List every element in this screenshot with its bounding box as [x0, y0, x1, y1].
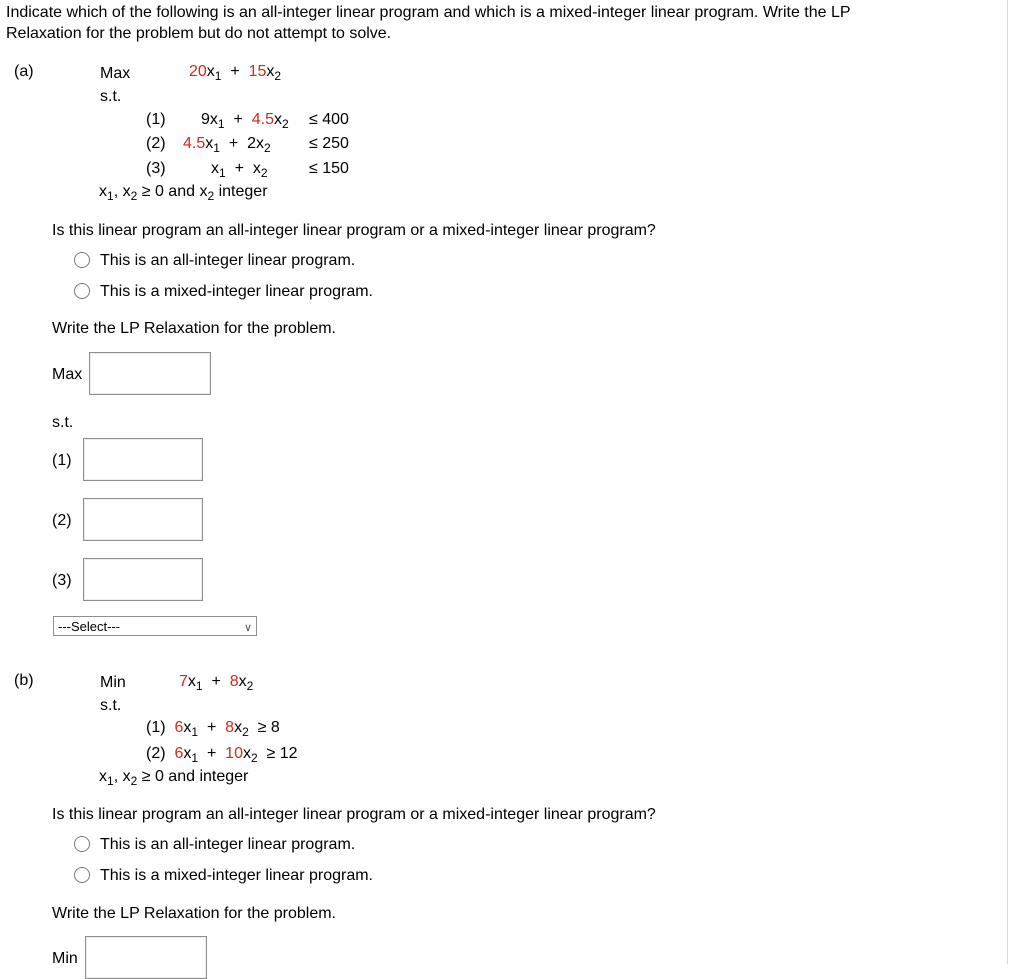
part-b-st-label: s.t.: [100, 697, 122, 714]
constraint-a2-number: (2): [146, 135, 166, 152]
select-value: ---Select---: [58, 619, 121, 634]
radio-icon[interactable]: [74, 252, 90, 268]
part-a-relax-2-label: (2): [52, 512, 72, 529]
part-a-st-label: s.t.: [100, 88, 122, 105]
part-a-constraint-2-input[interactable]: [83, 498, 203, 541]
part-a-label: (a): [14, 63, 34, 80]
part-a-objective: $20x_1 + 15x_2$: [189, 63, 282, 83]
part-a-relax-1-label: (1): [52, 452, 72, 469]
part-a-max-label: Max: [100, 65, 131, 82]
part-a-question: Is this linear program an all-integer linear program or a mixed-integer linear program?: [52, 222, 656, 239]
part-b-write-prompt: Write the LP Relaxation for the problem.: [52, 905, 336, 922]
radio-icon[interactable]: [74, 867, 90, 883]
constraint-a1-lhs: $9x_1 + 4.5x_2$: [201, 111, 289, 131]
part-a-nonnegativity: $x_1$, $x_2 \ge 0$ and $x_2$ integer: [99, 183, 268, 203]
part-a-objective-input[interactable]: [89, 352, 211, 395]
constraint-a1-rhs: ≤ 400: [309, 111, 349, 128]
chevron-down-icon: ∨: [243, 622, 252, 634]
part-a-option-mixed-integer[interactable]: This is a mixed-integer linear program.: [74, 282, 373, 302]
constraint-a2-lhs: $4.5x_1 + 2x_2$: [183, 135, 271, 155]
part-b-objective-input[interactable]: [85, 936, 207, 979]
part-a-variable-type-select[interactable]: [53, 616, 257, 636]
constraint-a3-rhs: ≤ 150: [309, 160, 349, 177]
constraint-a2-rhs: ≤ 250: [309, 135, 349, 152]
constraint-a1-number: (1): [146, 111, 166, 128]
part-a-constraint-3-input[interactable]: [83, 558, 203, 601]
part-a-constraint-1-input[interactable]: [83, 438, 203, 481]
radio-icon[interactable]: [74, 283, 90, 299]
instructions-line-1: Indicate which of the following is an all-integer linear program and which is a mixed-integer linear program. Write the LP: [6, 4, 851, 21]
part-a-relax-max-label: Max: [52, 366, 83, 383]
part-a-write-prompt: Write the LP Relaxation for the problem.: [52, 320, 336, 337]
part-b-nonnegativity: $x_1$, $x_2 \ge 0$ and integer: [99, 768, 249, 788]
radio-icon[interactable]: [74, 836, 90, 852]
part-b-relax-min-label: Min: [52, 950, 78, 967]
part-a-option-all-integer[interactable]: This is an all-integer linear program.: [74, 251, 355, 271]
part-b-label: (b): [14, 672, 34, 689]
part-b-min-label: Min: [100, 674, 126, 691]
part-a-relax-st-label: s.t.: [52, 414, 74, 431]
constraint-b2: (2) $6x_1 + 10x_2 \ge 12$: [146, 745, 298, 765]
part-b-objective: $7x_1 + 8x_2$: [179, 673, 254, 693]
part-b-option-mixed-integer[interactable]: This is a mixed-integer linear program.: [74, 866, 373, 886]
constraint-b1: (1) $6x_1 + 8x_2 \ge 8$: [146, 719, 280, 739]
part-a-relax-3-label: (3): [52, 572, 72, 589]
constraint-a3-lhs: $x_1 + x_2$: [211, 160, 268, 180]
right-border: [1007, 0, 1008, 964]
instructions-line-2: Relaxation for the problem but do not attempt to solve.: [6, 25, 392, 42]
constraint-a3-number: (3): [146, 160, 166, 177]
part-b-option-all-integer[interactable]: This is an all-integer linear program.: [74, 835, 355, 855]
part-b-question: Is this linear program an all-integer linear program or a mixed-integer linear program?: [52, 806, 656, 823]
